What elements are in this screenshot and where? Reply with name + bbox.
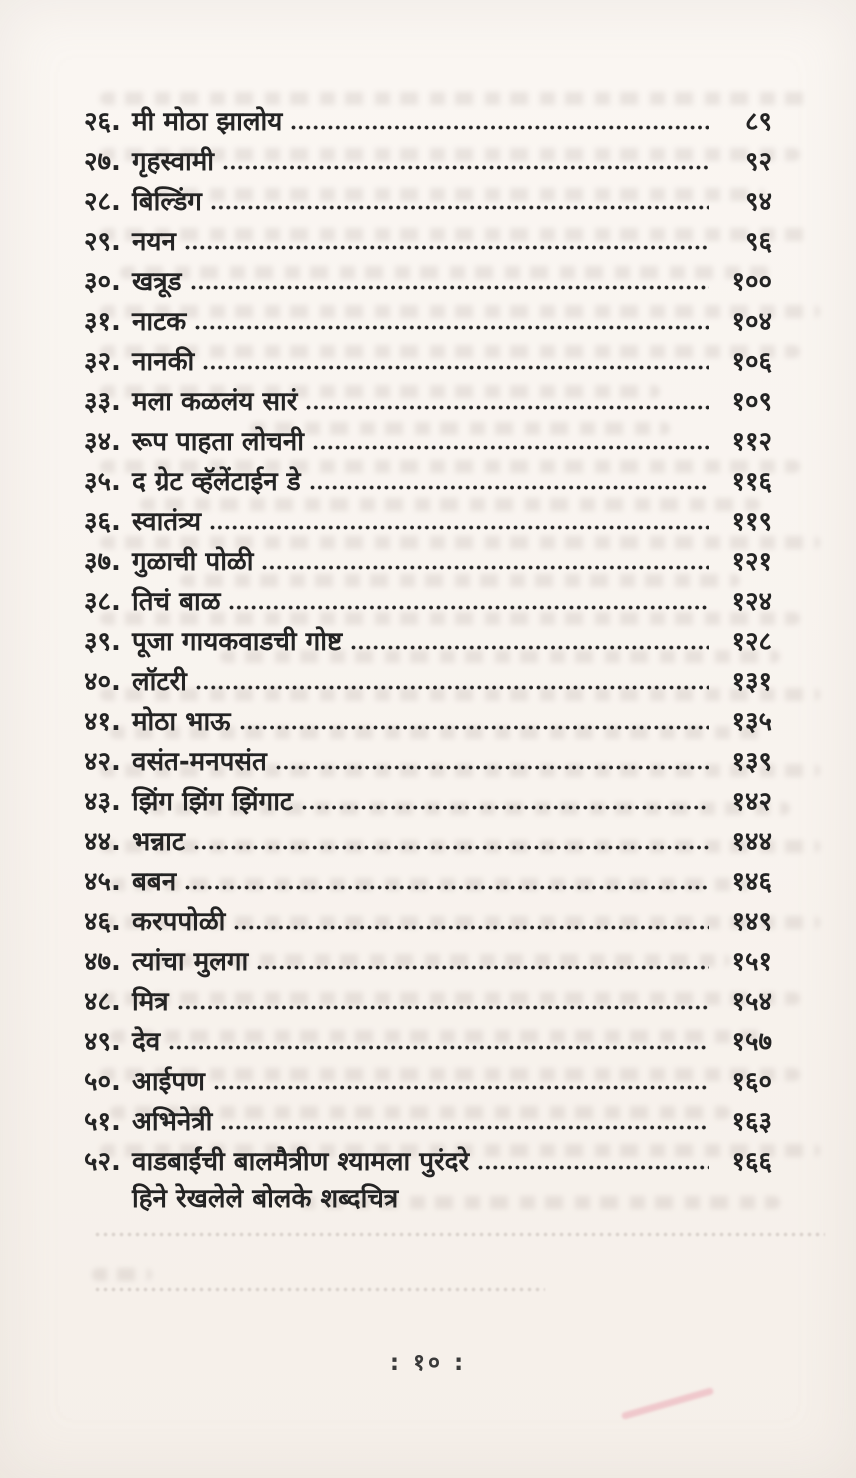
entry-page-number: ११९ [731, 507, 772, 538]
dotted-leader [234, 925, 709, 930]
toc-entry [84, 901, 772, 941]
toc-entry [84, 1101, 772, 1141]
pink-smudge-artifact [621, 1387, 714, 1420]
toc-entry [84, 1021, 772, 1061]
entry-page-number: १३९ [731, 747, 772, 778]
entry-title: आईपण [132, 1067, 205, 1098]
entry-title: करपपोळी [132, 907, 226, 938]
table-of-contents [84, 101, 772, 1221]
toc-entry [84, 1141, 772, 1181]
entry-title: नाटक [132, 307, 187, 338]
toc-entry [84, 341, 772, 381]
toc-entry [84, 141, 772, 181]
entry-number: ३१. [84, 307, 121, 338]
entry-number: ३४. [84, 427, 121, 458]
entry-number: ४९. [84, 1027, 121, 1058]
entry-number: ५२. [84, 1147, 121, 1178]
dotted-leader [169, 1045, 709, 1050]
entry-title: नानकी [132, 347, 195, 378]
entry-number: ३९. [84, 627, 121, 658]
entry-page-number: १६६ [731, 1147, 772, 1178]
entry-page-number: १०४ [731, 307, 772, 338]
entry-page-number: १५७ [731, 1027, 772, 1058]
dotted-leader [310, 485, 709, 490]
toc-entry [84, 781, 772, 821]
entry-number: ४३. [84, 787, 121, 818]
dotted-leader [257, 965, 709, 970]
entry-number: ४६. [84, 907, 121, 938]
entry-title: खत्रूड [132, 267, 182, 298]
entry-page-number: १०६ [731, 347, 772, 378]
toc-entry [84, 581, 772, 621]
dotted-leader [178, 1005, 709, 1010]
dotted-leader [211, 205, 709, 210]
entry-number: ४८. [84, 987, 121, 1018]
toc-entry [84, 741, 772, 781]
entry-title: स्वातंत्र्य [132, 507, 202, 538]
entry-number: २७. [84, 147, 121, 178]
entry-number: ३२. [84, 347, 121, 378]
toc-entry [84, 101, 772, 141]
dotted-leader [262, 565, 709, 570]
toc-entry [84, 621, 772, 661]
entry-title: भन्नाट [132, 827, 185, 858]
dotted-leader [229, 605, 709, 610]
entry-title: लॉटरी [132, 667, 187, 698]
toc-entry [84, 821, 772, 861]
toc-entry [84, 861, 772, 901]
entry-title: मला कळलंय सारं [132, 387, 298, 418]
dotted-leader [223, 165, 709, 170]
entry-page-number: १६३ [731, 1107, 772, 1138]
dotted-leader [313, 445, 709, 450]
dotted-leader [478, 1165, 709, 1170]
entry-page-number: १०९ [731, 387, 772, 418]
toc-entry [84, 461, 772, 501]
toc-entry [84, 181, 772, 221]
entry-number: ४२. [84, 747, 121, 778]
toc-entry [84, 381, 772, 421]
toc-entry [84, 501, 772, 541]
entry-number: ४१. [84, 707, 121, 738]
entry-number: ५१. [84, 1107, 121, 1138]
entry-page-number: ९२ [744, 147, 772, 178]
entry-number: ४४. [84, 827, 121, 858]
entry-title: नयन [132, 227, 176, 258]
entry-number: ३६. [84, 507, 121, 538]
dotted-leader [302, 805, 709, 810]
dotted-leader [203, 365, 709, 370]
entry-title: बबन [132, 867, 177, 898]
entry-page-number: ९६ [744, 227, 772, 258]
entry-title: द ग्रेट व्हॅलेंटाईन डे [132, 467, 301, 498]
dotted-leader [240, 725, 709, 730]
entry-page-number: १४९ [731, 907, 772, 938]
entry-page-number: १४२ [731, 787, 772, 818]
entry-page-number: ८९ [744, 107, 772, 138]
dotted-leader [191, 285, 709, 290]
entry-number: २८. [84, 187, 121, 218]
entry-number: २९. [84, 227, 121, 258]
toc-entry [84, 701, 772, 741]
toc-entry [84, 981, 772, 1021]
entry-number: ३०. [84, 267, 121, 298]
entry-page-number: १४६ [731, 867, 772, 898]
dotted-leader [351, 645, 709, 650]
toc-entry [84, 301, 772, 341]
entry-title: रूप पाहता लोचनी [132, 427, 304, 458]
entry-title: अभिनेत्री [132, 1107, 213, 1138]
dotted-leader [291, 125, 709, 130]
entry-title: झिंग झिंग झिंगाट [132, 787, 294, 818]
entry-title: पूजा गायकवाडची गोष्ट [132, 627, 343, 658]
page-number-footer: : १० : [389, 1350, 467, 1376]
bleed-through-dotted-line [95, 1287, 545, 1292]
entry-page-number: १५४ [731, 987, 772, 1018]
entry-title: मी मोठा झालोय [132, 107, 283, 138]
entry-title: त्यांचा मुलगा [132, 947, 249, 978]
entry-page-number: ११२ [731, 427, 772, 458]
toc-entry [84, 541, 772, 581]
entry-title: मित्र [132, 987, 169, 1018]
entry-page-number: १५१ [731, 947, 772, 978]
entry-title: तिचं बाळ [132, 587, 221, 618]
entry-number: ४७. [84, 947, 121, 978]
toc-entry [84, 421, 772, 461]
dotted-leader [196, 685, 709, 690]
toc-entry [84, 1061, 772, 1101]
toc-entry [84, 221, 772, 261]
entry-number: ३८. [84, 587, 121, 618]
entry-title: देव [132, 1027, 161, 1058]
entry-page-number: १२८ [731, 627, 772, 658]
entry-page-number: १४४ [731, 827, 772, 858]
entry-page-number: ९४ [744, 187, 772, 218]
entry-title: बिल्डिंग [132, 187, 202, 218]
entry-title: गृहस्वामी [132, 147, 215, 178]
entry-title: गुळाची पोळी [132, 547, 254, 578]
entry-page-number: १२४ [731, 587, 772, 618]
entry-page-number: १२१ [731, 547, 772, 578]
entry-title: वसंत-मनपसंत [132, 747, 267, 778]
dotted-leader [210, 525, 709, 530]
entry-number: ३३. [84, 387, 121, 418]
dotted-leader [221, 1125, 709, 1130]
entry-number: ५०. [84, 1067, 121, 1098]
entry-number: ३७. [84, 547, 121, 578]
entry-page-number: १६० [731, 1067, 772, 1098]
entry-page-number: १०० [731, 267, 772, 298]
entry-number: ४५. [84, 867, 121, 898]
toc-entry [84, 661, 772, 701]
bleed-through-artifact [92, 1268, 152, 1281]
dotted-leader [214, 1085, 709, 1090]
dotted-leader [306, 405, 709, 410]
dotted-leader [276, 765, 709, 770]
toc-entry [84, 941, 772, 981]
entry-title: मोठा भाऊ [132, 707, 231, 738]
dotted-leader [194, 845, 709, 850]
entry-number: ३५. [84, 467, 121, 498]
toc-entry [84, 261, 772, 301]
entry-page-number: १३५ [731, 707, 772, 738]
entry-title: वाडबाईंची बालमैत्रीण श्यामला पुरंदरे [132, 1147, 470, 1178]
entry-number: २६. [84, 107, 121, 138]
dotted-leader [195, 325, 709, 330]
dotted-leader [185, 885, 709, 890]
toc-entry-subtitle: हिने रेखलेले बोलके शब्दचित्र [132, 1184, 399, 1214]
entry-number: ४०. [84, 667, 121, 698]
entry-page-number: ११६ [731, 467, 772, 498]
dotted-leader [185, 245, 709, 250]
entry-page-number: १३१ [731, 667, 772, 698]
bleed-through-dotted-line [95, 1232, 825, 1237]
